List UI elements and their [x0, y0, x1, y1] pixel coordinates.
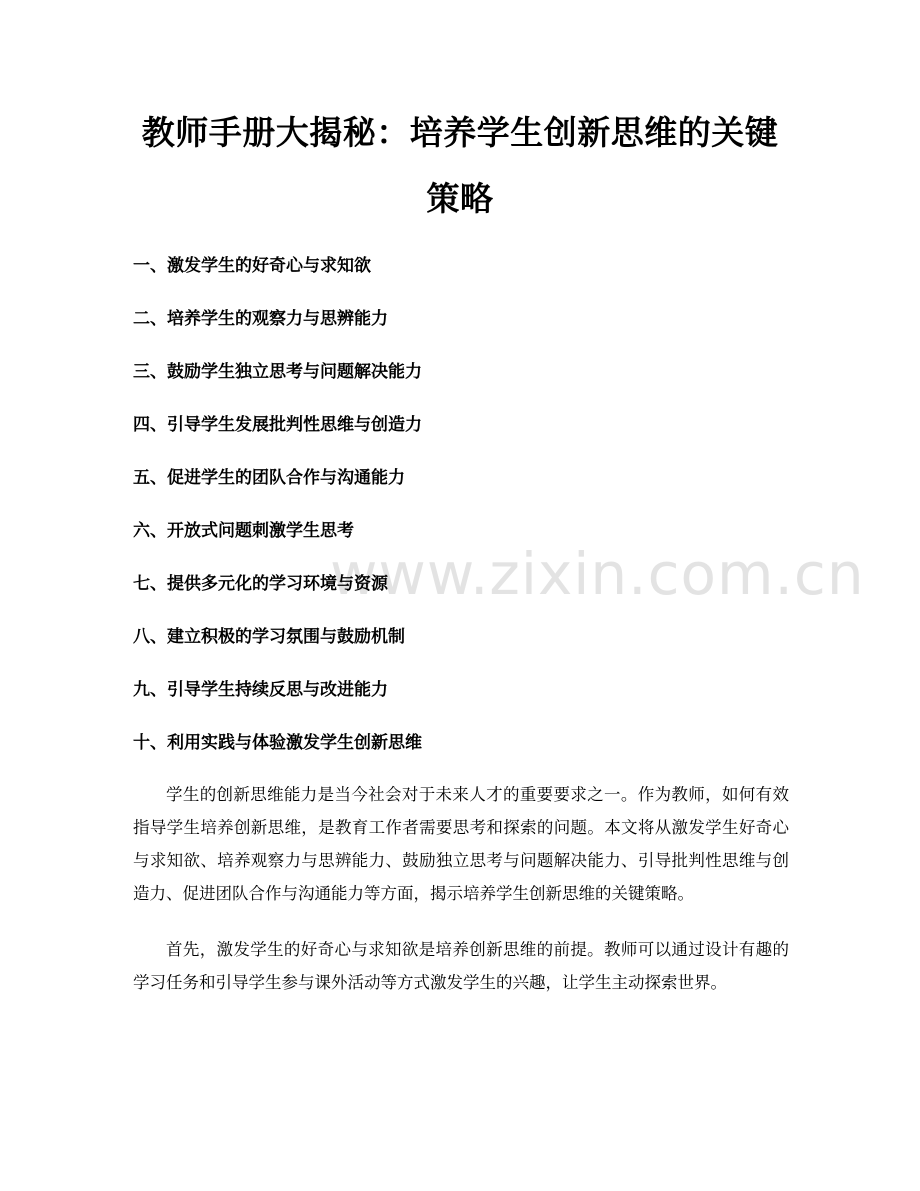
toc-item: 十、利用实践与体验激发学生创新思维 — [133, 733, 422, 753]
toc-item: 七、提供多元化的学习环境与资源 — [133, 574, 388, 594]
toc-item: 四、引导学生发展批判性思维与创造力 — [133, 415, 422, 435]
body-paragraph: 首先，激发学生的好奇心与求知欲是培养创新思维的前提。教师可以通过设计有趣的学习任务和引导学生参与课外活动等方式激发学生的兴趣，让学生主动探索世界。 — [133, 940, 789, 992]
document-title: 教师手册大揭秘：培养学生创新思维的关键策略 — [141, 113, 779, 218]
body-paragraph: 学生的创新思维能力是当今社会对于未来人才的重要要求之一。作为教师，如何有效指导学生培养创新思维，是教育工作者需要思考和探索的问题。本文将从激发学生好奇心与求知欲、培养观察力与思辨能力、鼓励独立思考与问题解决能力、引导批判性思维与创造力、促进团队合作与沟通能力等方面，揭示培养学生创新思维的关键策略。 — [133, 785, 789, 903]
toc-item: 六、开放式问题刺激学生思考 — [133, 521, 354, 541]
document-body — [133, 778, 789, 1022]
toc-item: 八、建立积极的学习氛围与鼓励机制 — [133, 627, 405, 647]
toc-item: 三、鼓励学生独立思考与问题解决能力 — [133, 362, 422, 382]
toc-item: 一、激发学生的好奇心与求知欲 — [133, 256, 371, 276]
toc-item: 九、引导学生持续反思与改进能力 — [133, 680, 388, 700]
table-of-contents — [133, 250, 793, 780]
toc-item: 二、培养学生的观察力与思辨能力 — [133, 309, 388, 329]
toc-item: 五、促进学生的团队合作与沟通能力 — [133, 468, 405, 488]
watermark: www.zixin.com.cn — [330, 540, 865, 608]
